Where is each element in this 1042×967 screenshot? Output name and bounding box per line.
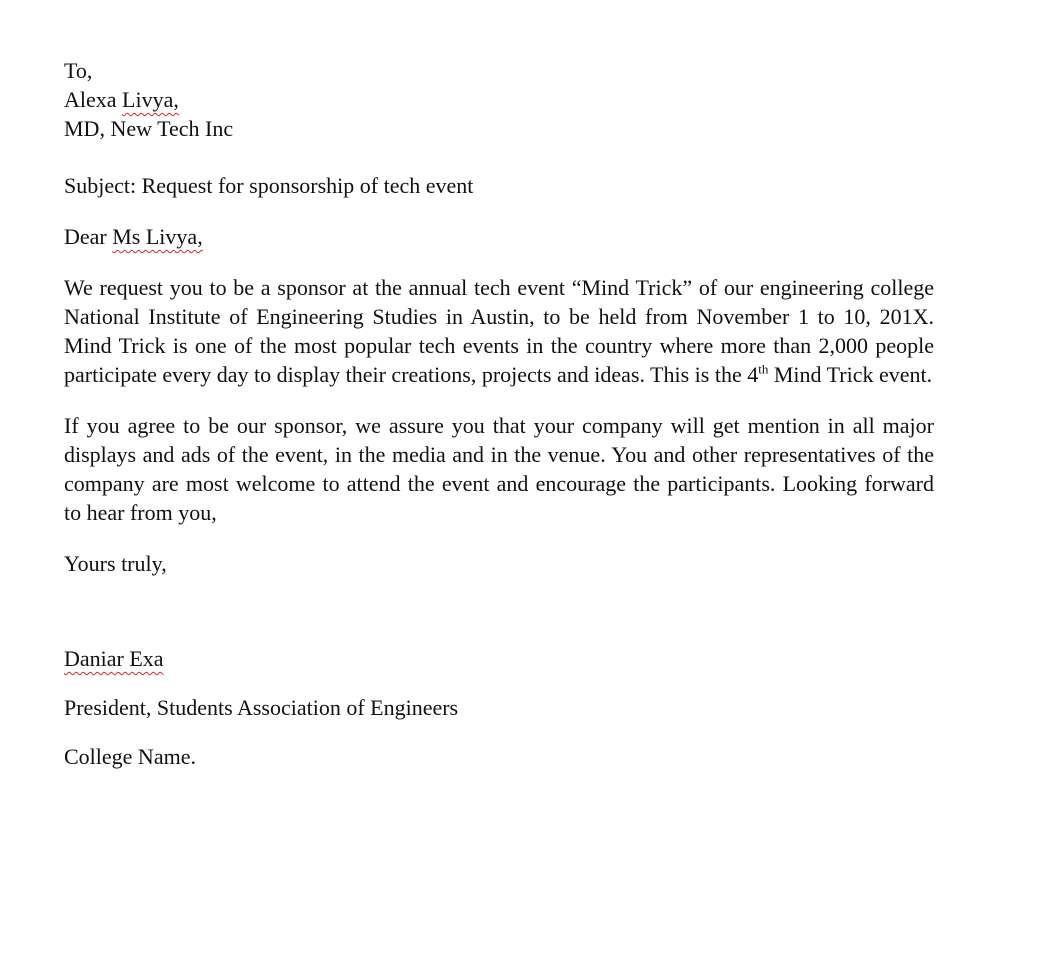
recipient-title: MD, New Tech Inc	[64, 116, 234, 141]
signature-block	[64, 644, 934, 771]
salutation-prefix: Dear	[64, 224, 107, 249]
salutation-name: Ms Livya,	[112, 224, 203, 249]
salutation	[64, 222, 934, 251]
closing: Yours truly,	[64, 551, 167, 576]
signer-title: President, Students Association of Engineers	[64, 695, 459, 720]
subject-line: Subject: Request for sponsorship of tech event	[64, 173, 474, 198]
recipient-block	[64, 56, 934, 143]
recipient-first-name: Alexa	[64, 87, 117, 112]
signer-name: Daniar Exa	[64, 646, 164, 671]
paragraph-1-text: We request you to be a sponsor at the annual tech event “Mind Trick” of our engineering college National Institute of Engineering Studies in Austin, to be held from November 1 to 10, 201X. Mind Trick is one of the most popular tech events in the country where more than 2,000 people participate every day to display their creations, projects and ideas. This is the 4	[64, 275, 934, 387]
ordinal-superscript: th	[758, 361, 769, 377]
recipient-name	[64, 85, 934, 114]
signer-college: College Name.	[64, 744, 196, 769]
to-line: To,	[64, 58, 93, 83]
body-paragraph-2: If you agree to be our sponsor, we assure you that your company will get mention in all major displays and ads of the event, in the media and in the venue. You and other representatives of the company are most welcome to attend the event and encourage the participants. Looking forward to hear from you,	[64, 413, 934, 525]
letter-document	[64, 56, 934, 771]
recipient-last-name: Livya,	[122, 87, 179, 112]
body-paragraph-1	[64, 273, 934, 389]
paragraph-1-end: Mind Trick event.	[768, 362, 933, 387]
